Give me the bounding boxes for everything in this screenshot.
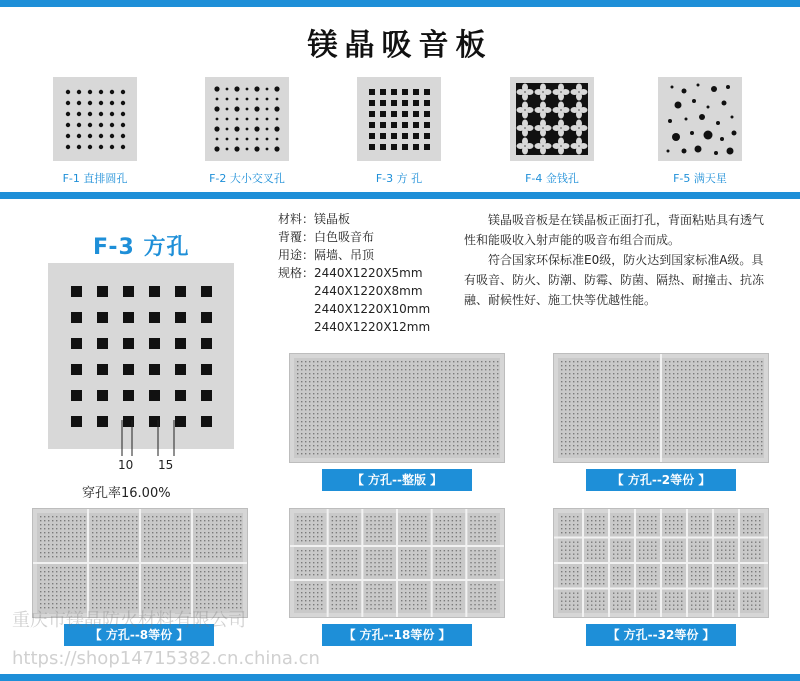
thumb-label-f4: F-4 金钱孔 (525, 172, 579, 185)
spec-size-2: 2440X1220X8mm (314, 284, 423, 298)
page-title: 镁晶吸音板 (307, 28, 493, 63)
panel-2 (553, 353, 769, 463)
spec-material: 材料：镁晶板 (278, 212, 351, 226)
round-hole-grid-icon (53, 77, 137, 161)
description-p2: 符合国家环保标准E0级，防火达到国家标准A级。具有吸音、防火、防潮、防霉、防菌、隔热、耐撞击、抗冻融、耐候性好、施工快等优越性能。 (464, 253, 765, 307)
panel-tag-2: 【 方孔--2等份 】 (586, 469, 736, 491)
spec-size-4: 2440X1220X12mm (314, 320, 431, 334)
square-hole-grid-icon (357, 77, 441, 161)
description (464, 210, 764, 310)
spec-size-label: 规格： (278, 266, 315, 280)
dimension-lines (110, 420, 190, 460)
spec-backing: 背覆：白色吸音布 (278, 230, 375, 244)
bottom-bar (0, 674, 800, 681)
divider-bar (0, 192, 800, 199)
spec-usage: 用途：隔墙、吊顶 (278, 248, 375, 262)
dimension-a: 10 (118, 458, 134, 472)
coin-pattern-icon (510, 77, 594, 161)
spec-size-3: 2440X1220X10mm (314, 302, 431, 316)
feature-label: F-3 方孔 (93, 235, 190, 260)
top-bar (0, 0, 800, 7)
watermark-url: https://shop14715382.cn.china.cn (12, 648, 320, 669)
watermark-company: 重庆市镁晶防火材料有限公司 (12, 610, 246, 631)
panel-tag-whole: 【 方孔--整版 】 (322, 469, 472, 491)
description-p1: 镁晶吸音板是在镁晶板正面打孔，背面粘贴具有透气性和能吸收入射声能的吸音布组合而成。 (464, 213, 765, 247)
spec-list (278, 210, 430, 336)
spec-size-1: 2440X1220X5mm (314, 266, 423, 280)
panel-tag-8: 【 方孔--8等份 】 (64, 624, 214, 646)
panel-whole (289, 353, 505, 463)
panel-tag-32: 【 方孔--32等份 】 (586, 624, 736, 646)
mixed-hole-grid-icon (205, 77, 289, 161)
perforation-rate: 穿孔率16.00% (82, 486, 171, 501)
thumb-label-f5: F-5 满天星 (673, 172, 727, 185)
thumb-label-f1: F-1 直排圆孔 (62, 172, 128, 185)
panel-tag-18: 【 方孔--18等份 】 (322, 624, 472, 646)
panel-8 (32, 508, 248, 618)
panel-32 (553, 508, 769, 618)
thumb-label-f3: F-3 方 孔 (375, 172, 423, 185)
dimension-b: 15 (158, 458, 174, 472)
panel-18 (289, 508, 505, 618)
starry-dots-icon (658, 77, 742, 161)
thumb-label-f2: F-2 大小交叉孔 (209, 172, 285, 185)
